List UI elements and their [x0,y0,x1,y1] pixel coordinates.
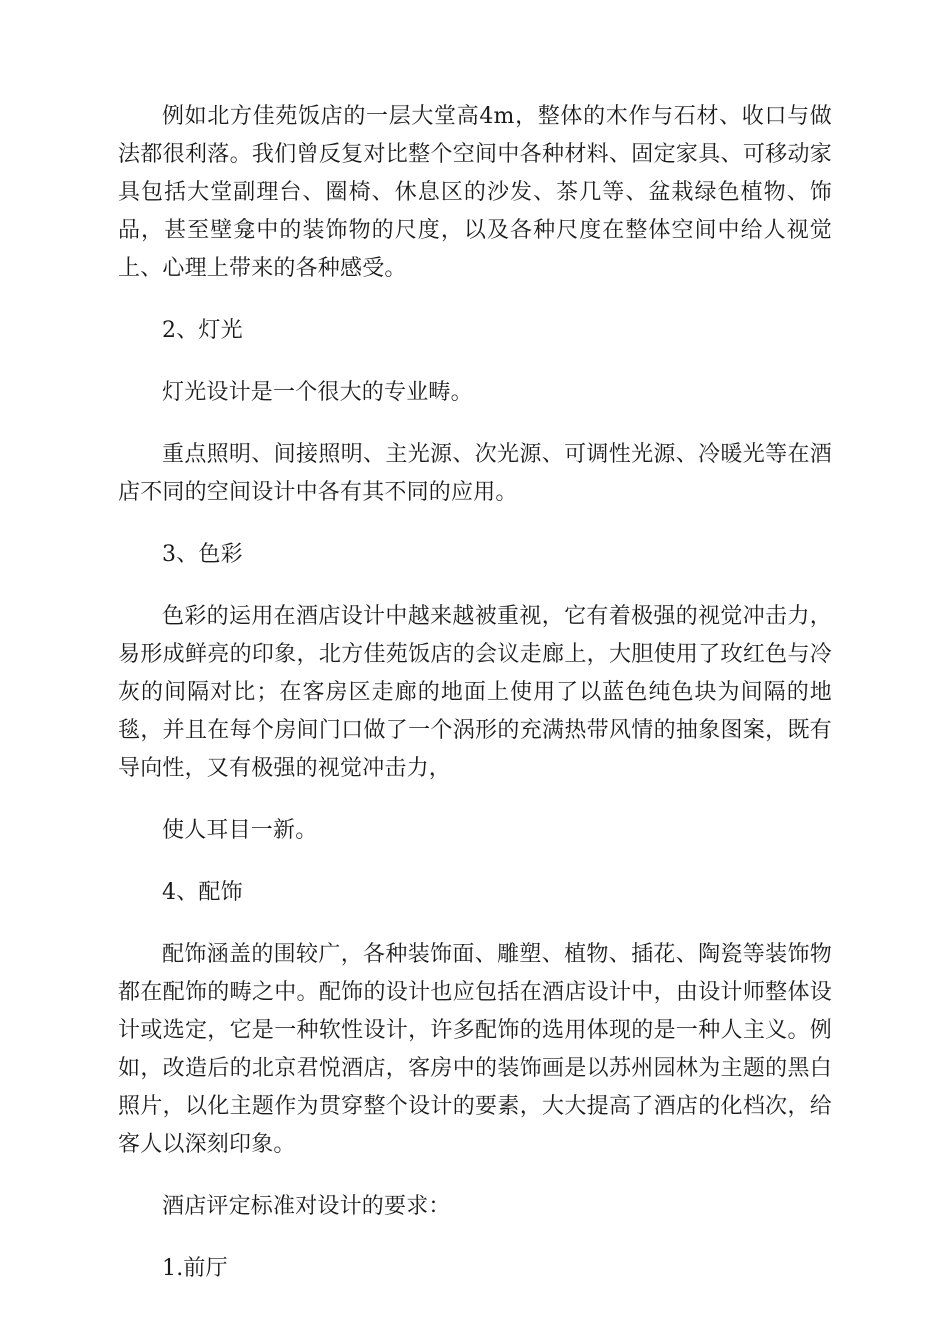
document-page [118,98,832,1288]
heading-decor: 4、配饰 [162,880,243,905]
paragraph-color: 色彩的运用在酒店设计中越来越被重视，它有着极强的视觉冲击力，易形成鲜亮的印象，北方佳苑饭店的会议走廊上，大胆使用了玫红色与冷灰的间隔对比；在客房区走廊的地面上使用了以蓝色纯色块为间隔的地毯，并且在每个房间门口做了一个涡形的充满热带风情的抽象图案，既有导向性，又有极强的视觉冲击力， [118,604,832,781]
heading-color: 3、色彩 [162,542,243,567]
paragraph-lighting-intro: 灯光设计是一个很大的专业畴。 [162,380,473,405]
heading-lighting: 2、灯光 [162,318,243,343]
paragraph-lobby-scale: 例如北方佳苑饭店的一层大堂高4m，整体的木作与石材、收口与做法都很利落。我们曾反复对比整个空间中各种材料、固定家具、可移动家具包括大堂副理台、圈椅、休息区的沙发、茶几等、盆栽绿色植物、饰品，甚至壁龛中的装饰物的尺度，以及各种尺度在整体空间中给人视觉上、心理上带来的各种感受。 [118,104,832,281]
paragraph-lighting-types: 重点照明、间接照明、主光源、次光源、可调性光源、冷暖光等在酒店不同的空间设计中各有其不同的应用。 [118,442,832,505]
paragraph-decor: 配饰涵盖的围较广，各种装饰面、雕塑、植物、插花、陶瓷等装饰物都在配饰的畴之中。配饰的设计也应包括在酒店设计中，由设计师整体设计或选定，它是一种软性设计，许多配饰的选用体现的是一种人主义。例如，改造后的北京君悦酒店，客房中的装饰画是以苏州园林为主题的黑白照片，以化主题作为贯穿整个设计的要素，大大提高了酒店的化档次，给客人以深刻印象。 [118,942,832,1157]
paragraph-color-end: 使人耳目一新。 [162,818,318,843]
heading-front-hall: 1.前厅 [162,1256,228,1281]
paragraph-standards: 酒店评定标准对设计的要求： [162,1194,451,1219]
